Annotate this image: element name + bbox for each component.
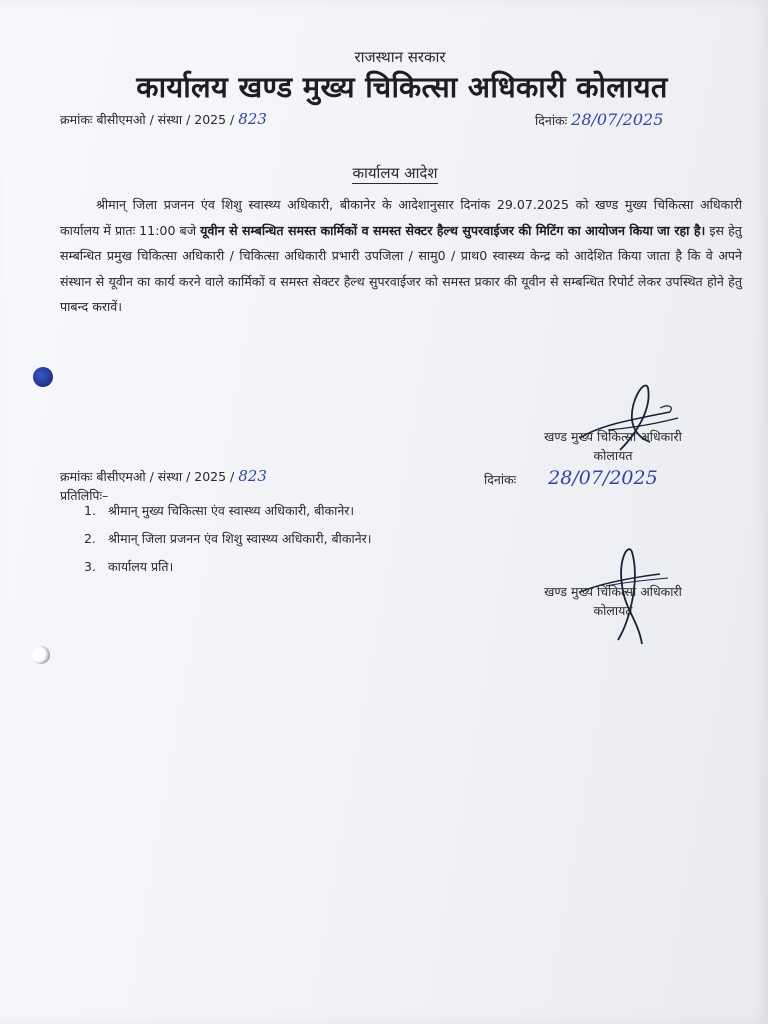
copy-to-label: प्रतिलिपिः–	[60, 488, 109, 503]
reference-label: क्रमांकः बीसीएमओ / संस्था / 2025 /	[60, 469, 235, 484]
date-bottom	[484, 467, 658, 489]
signatory-block-1	[522, 427, 704, 465]
blue-ink-dot	[33, 367, 53, 387]
punch-hole	[32, 646, 50, 664]
order-text-part-2: इस हेतु सम्बन्धित प्रमुख चिकित्सा अधिकारी / चिकित्सा अधिकारी प्रभारी उपजिला / सामु0 / प्राथ0 स्वास्थ्य केन्द्र को आदेशित किया जाता है कि वे अपने संस्थान से यूवीन का कार्य करने वाले कार्मिकों व समस्त सेक्टर हैल्थ सुपरवाईजर को समस्त प्रकार की यूवीन से सम्बन्धित रिपोर्ट लेकर उपस्थित होने हेतु पाबन्द करावें।	[60, 222, 743, 315]
signatory-place: कोलायत	[593, 448, 633, 463]
reference-handwritten-number: 823	[238, 467, 267, 485]
reference-label: क्रमांकः बीसीएमओ / संस्था / 2025 /	[60, 112, 235, 127]
copy-to-number: 2.	[84, 531, 96, 546]
copy-to-item	[84, 528, 372, 556]
order-text-bold: यूवीन से सम्बन्धित समस्त कार्मिकों व समस्त सेक्टर हैल्थ सुपरवाईजर की मिटिंग का आयोजन किया जा रहा है।	[200, 222, 706, 238]
date-top	[535, 110, 663, 129]
date-label: दिनांकः	[535, 113, 568, 128]
signatory-block-2	[522, 582, 704, 620]
order-text-part-1: श्रीमान् जिला प्रजनन एंव शिशु स्वास्थ्य अधिकारी, बीकानेर के आदेशानुसार दिनांक 29.07.2025 को खण्ड मुख्य चिकित्सा अधिकारी कार्यालय में प्रातः 11:00 बजे	[60, 197, 742, 238]
date-handwritten: 28/07/2025	[548, 467, 658, 489]
copy-to-text: श्रीमान् मुख्य चिकित्सा एंव स्वास्थ्य अधिकारी, बीकानेर।	[108, 503, 355, 518]
signatory-place: कोलायत	[593, 603, 633, 618]
order-heading	[0, 163, 768, 183]
government-name: राजस्थान सरकार	[354, 48, 446, 66]
copy-to-text: श्रीमान् जिला प्रजनन एंव शिशु स्वास्थ्य अधिकारी, बीकानेर।	[108, 531, 372, 546]
copy-to-item	[84, 500, 372, 528]
copy-to-number: 3.	[84, 559, 96, 574]
copy-to-list	[84, 500, 372, 584]
order-heading-text: कार्यालय आदेश	[352, 164, 438, 182]
reference-handwritten-number: 823	[238, 110, 267, 128]
date-label: दिनांकः	[484, 472, 517, 487]
signatory-designation: खण्ड मुख्य चिकित्सा अधिकारी	[544, 429, 682, 444]
order-body-paragraph	[60, 192, 742, 320]
signatory-designation: खण्ड मुख्य चिकित्सा अधिकारी	[544, 584, 682, 599]
copy-to-text: कार्यालय प्रति।	[108, 559, 174, 574]
reference-number-top	[60, 110, 267, 128]
office-title: कार्यालय खण्ड मुख्य चिकित्सा अधिकारी कोलायत	[136, 70, 668, 104]
reference-number-bottom	[60, 467, 267, 485]
copy-to-item	[84, 556, 372, 584]
copy-to-number: 1.	[84, 503, 96, 518]
date-handwritten: 28/07/2025	[571, 110, 664, 129]
